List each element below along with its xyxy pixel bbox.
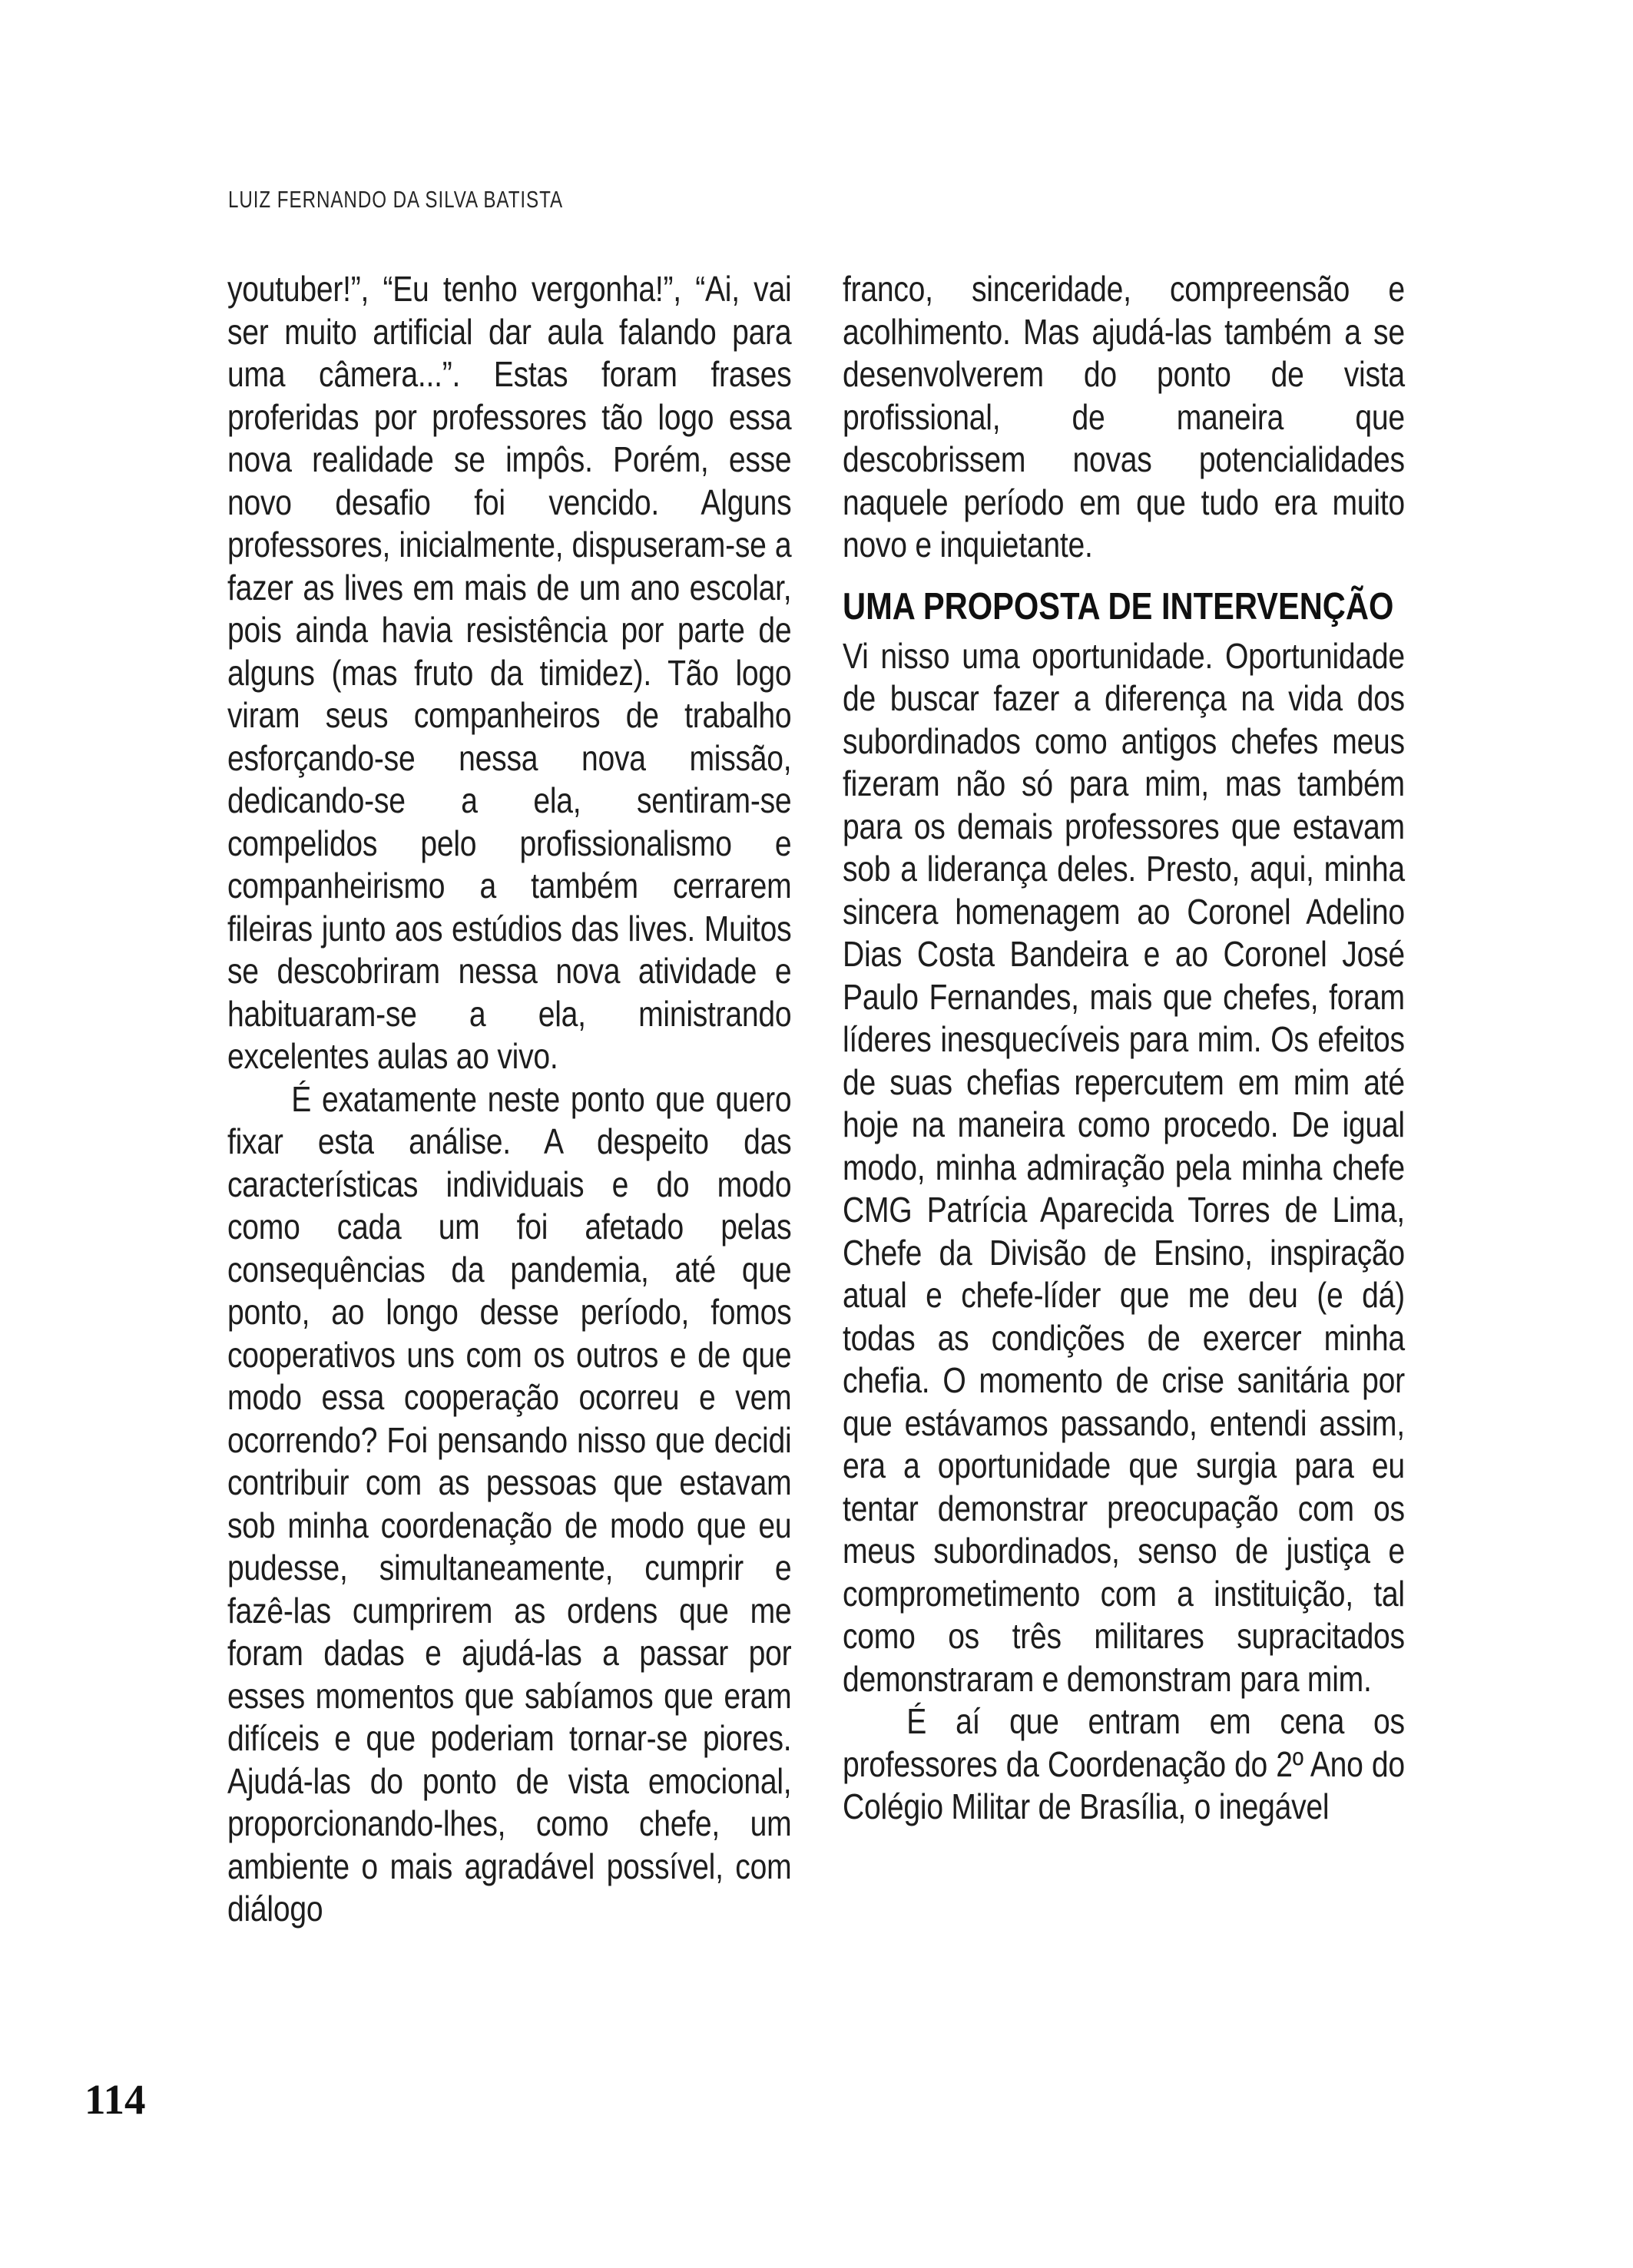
- paragraph: É exatamente neste ponto que quero fixar esta análise. A despeito das características individuais e do modo como cada um foi afetado pelas consequências da pandemia, até que ponto, ao longo desse período, fomos cooperativos uns com os outros e de que modo essa cooperação ocorreu e vem ocorrendo? Foi pensando nisso que decidi contribuir com as pessoas que estavam sob minha coordenação de modo que eu pudesse, simultaneamente, cumprir e fazê-las cumprirem as ordens que me foram dadas e ajudá-las a passar por esses momentos que sabíamos que eram difíceis e que poderiam tornar-se piores. Ajudá-las do ponto de vista emocional, proporcionando-lhes, como chefe, um ambiente o mais agradável possível, com diálogo: [227, 1078, 792, 1929]
- paragraph: É aí que entram em cena os professores da Coordenação do 2º Ano do Colégio Militar de Brasília, o inegável: [843, 1701, 1405, 1826]
- running-header: LUIZ FERNANDO DA SILVA BATISTA: [228, 186, 564, 213]
- paragraph: Vi nisso uma oportunidade. Oportunidade de buscar fazer a diferença na vida dos subordinados como antigos chefes meus fizeram não só para mim, mas também para os demais professores que estavam sob a liderança deles. Presto, aqui, minha sincera homenagem ao Coronel Adelino Dias Costa Bandeira e ao Coronel José Paulo Fernandes, mais que chefes, foram líderes inesquecíveis para mim. Os efeitos de suas chefias repercutem em mim até hoje na maneira como procedo. De igual modo, minha admiração pela minha chefe CMG Patrícia Aparecida Torres de Lima, Chefe da Divisão de Ensino, inspiração atual e chefe-líder que me deu (e dá) todas as condições de exercer minha chefia. O momento de crise sanitária por que estávamos passando, entendi assim, era a oportunidade que surgia para eu tentar demonstrar preocupação com os meus subordinados, senso de justiça e comprometimento com a instituição, tal como os três militares supracitados demonstraram e demonstram para mim.: [843, 635, 1405, 1699]
- left-text-column: [227, 268, 791, 1931]
- paragraph: youtuber!”, “Eu tenho vergonha!”, “Ai, vai ser muito artificial dar aula falando para uma câmera...”. Estas foram frases proferidas por professores tão logo essa nova realidade se impôs. Porém, esse novo desafio foi vencido. Alguns professores, inicialmente, dispuseram-se a fazer as lives em mais de um ano escolar, pois ainda havia resistência por parte de alguns (mas fruto da timidez). Tão logo viram seus companheiros de trabalho esforçando-se nessa nova missão, dedicando-se a ela, sentiram-se compelidos pelo profissionalismo e companheirismo a também cerrarem fileiras junto aos estúdios das lives. Muitos se descobriram nessa nova atividade e habituaram-se a ela, ministrando excelentes aulas ao vivo.: [227, 269, 792, 1076]
- section-heading: UMA PROPOSTA DE INTERVENÇÃO: [843, 585, 1394, 627]
- paragraph: franco, sinceridade, compreensão e acolhimento. Mas ajudá-las também a se desenvolverem do ponto de vista profissional, de maneira que descobrissem novas potencialidades naquele período em que tudo era muito novo e inquietante.: [843, 269, 1405, 565]
- page-number: 114: [84, 2076, 146, 2123]
- right-text-column: [843, 268, 1405, 1829]
